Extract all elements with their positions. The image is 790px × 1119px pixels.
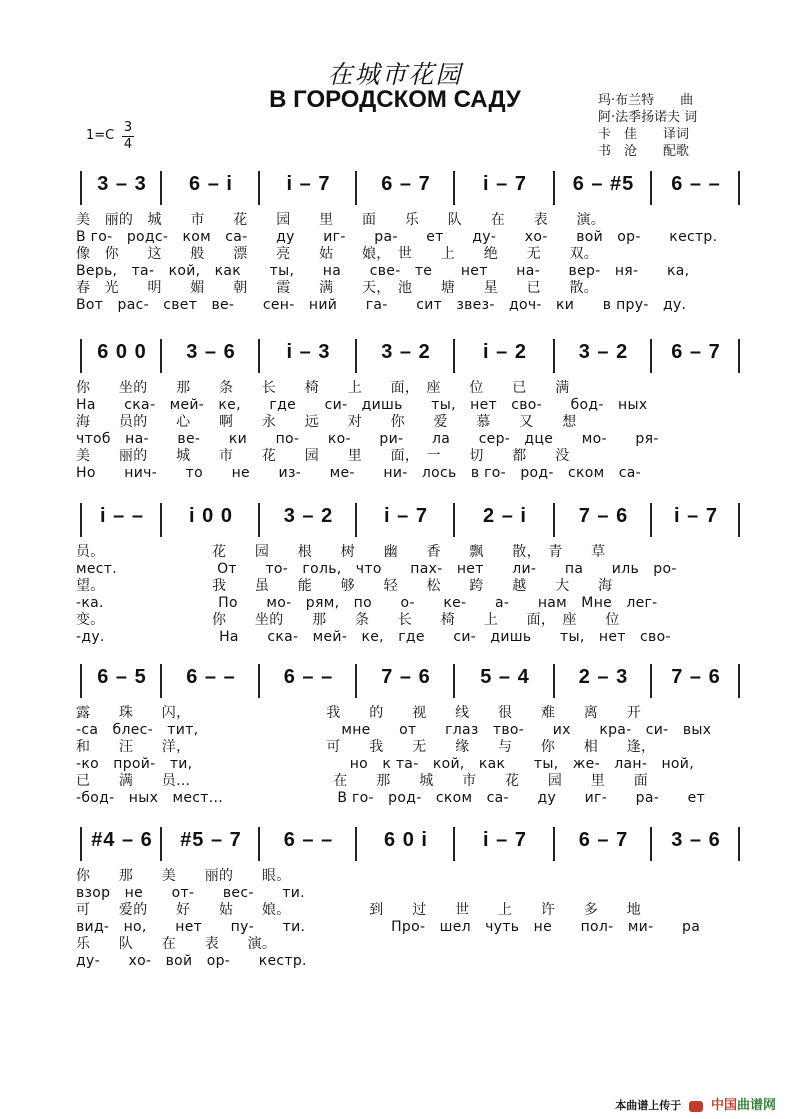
- measure: 3 – 2: [578, 341, 629, 363]
- lyric-line: чтоб на- ве- ки по- ко- ри- ла сер- дце мо- ря-: [76, 431, 659, 447]
- measure: 6 – –: [186, 666, 236, 688]
- measure: 6 0 i: [384, 829, 428, 851]
- footer-text: 本曲谱上传于: [615, 1099, 682, 1112]
- lyric-line: мест. От то- голь, что пах- нет ли- па иль ро-: [76, 561, 677, 577]
- barline: [453, 827, 455, 861]
- barline: [355, 503, 357, 537]
- barline: [160, 171, 162, 205]
- measure: 6 – –: [283, 829, 334, 851]
- barline: [355, 827, 357, 861]
- measure: 6 – 5: [97, 666, 147, 688]
- measure: 6 – –: [671, 173, 721, 195]
- lyric-line: 海 员的 心 啊 永 远 对 你 爱 慕 又 想: [76, 414, 577, 430]
- measure: i – 7: [483, 829, 527, 851]
- barline: [355, 171, 357, 205]
- barline: [258, 171, 260, 205]
- barline: [553, 503, 555, 537]
- barline: [650, 827, 652, 861]
- barline: [160, 339, 162, 373]
- measure: 3 – 6: [186, 341, 236, 363]
- title-russian: В ГОРОДСКОМ САДУ: [269, 86, 521, 113]
- measure: 6 0 0: [97, 341, 147, 363]
- measure: 5 – 4: [480, 666, 530, 688]
- barline: [553, 171, 555, 205]
- measure: i – –: [100, 505, 144, 527]
- measure: 7 – 6: [381, 666, 431, 688]
- lyric-line: ду- хо- вой ор- кестр.: [76, 953, 307, 969]
- site-logo-icon: [689, 1101, 703, 1112]
- credit-lyricist: 阿·法季扬诺夫 词: [598, 110, 698, 125]
- barline: [650, 339, 652, 373]
- key-signature: 1=C: [86, 128, 115, 143]
- title-chinese: 在城市花园: [327, 60, 463, 89]
- barline: [258, 664, 260, 698]
- barline: [80, 503, 82, 537]
- lyric-line: 可 爱的 好 姑 娘。 到 过 世 上 许 多 地: [76, 902, 641, 918]
- barline: [738, 339, 740, 373]
- measure: 6 – i: [189, 173, 233, 195]
- barline: [453, 503, 455, 537]
- credit-arranger: 书 沧 配歌: [598, 144, 690, 159]
- credit-composer: 玛·布兰特 曲: [598, 93, 694, 108]
- barline: [453, 339, 455, 373]
- measure: 7 – 6: [671, 666, 721, 688]
- barline: [453, 171, 455, 205]
- lyric-line: -ко прой- ти, но к та- кой, как ты, же- лан- ной,: [76, 756, 694, 772]
- barline: [160, 503, 162, 537]
- measure: #5 – 7: [180, 829, 242, 851]
- lyric-line: взор не от- вес- ти.: [76, 885, 305, 901]
- lyric-line: 乐 队 在 表 演。: [76, 936, 277, 952]
- lyric-line: -ка. По мо- рям, по о- ке- а- нам Мне лег-: [76, 595, 658, 611]
- lyric-line: -бод- ных мест... В го- род- ском са- ду иг- ра- ет: [76, 790, 706, 806]
- barline: [738, 664, 740, 698]
- barline: [553, 664, 555, 698]
- barline: [80, 827, 82, 861]
- measure: #4 – 6: [91, 829, 153, 851]
- measure: 3 – 2: [283, 505, 334, 527]
- lyric-line: В го- родс- ком са- ду иг- ра- ет ду- хо- вой ор- кестр.: [76, 229, 718, 245]
- lyric-line: -ду. На ска- мей- ке, где си- дишь ты, нет сво-: [76, 629, 671, 645]
- measure: 7 – 6: [578, 505, 629, 527]
- measure: 6 – 7: [578, 829, 629, 851]
- measure: i 0 0: [189, 505, 233, 527]
- barline: [650, 664, 652, 698]
- barline: [160, 827, 162, 861]
- lyric-line: На ска- мей- ке, где си- дишь ты, нет сво- бод- ных: [76, 397, 648, 413]
- time-bottom: 4: [123, 137, 133, 152]
- measure: i – 7: [384, 505, 428, 527]
- measure: i – 7: [286, 173, 331, 195]
- barline: [160, 664, 162, 698]
- measure: 6 – #5: [572, 173, 635, 195]
- lyric-line: 已 满 员… 在 那 城 市 花 园 里 面: [76, 773, 648, 789]
- barline: [738, 171, 740, 205]
- lyric-line: 露 珠 闪， 我 的 视 线 很 难 离 开: [76, 705, 641, 721]
- measure: 6 – 7: [671, 341, 721, 363]
- lyric-line: -са блес- тит, мне от глаз тво- их кра- си- вых: [76, 722, 712, 738]
- lyric-line: 望。 我 虽 能 够 轻 松 跨 越 大 海: [76, 578, 613, 594]
- measure: 3 – 3: [97, 173, 147, 195]
- barline: [258, 339, 260, 373]
- credits: [598, 92, 697, 160]
- barline: [650, 503, 652, 537]
- measure: 6 – 7: [381, 173, 431, 195]
- barline: [553, 339, 555, 373]
- lyric-line: Но нич- то не из- ме- ни- лось в го- род- ском са-: [76, 465, 642, 481]
- lyric-line: Верь, та- кой, как ты, на све- те нет на- вер- ня- ка,: [76, 263, 690, 279]
- lyric-line: 和 汪 洋， 可 我 无 缘 与 你 相 逢，: [76, 739, 656, 755]
- time-signature: [122, 120, 134, 153]
- site-logo-a: 中国: [710, 1098, 737, 1113]
- measure: 3 – 2: [381, 341, 431, 363]
- barline: [80, 664, 82, 698]
- time-top: 3: [123, 120, 133, 135]
- measure: i – 7: [674, 505, 718, 527]
- measure: i – 3: [286, 341, 331, 363]
- measure: 2 – i: [483, 505, 527, 527]
- lyric-line: 美 丽的 城 市 花 园 里 面 乐 队 在 表 演。: [76, 212, 606, 228]
- measure: 2 – 3: [578, 666, 629, 688]
- barline: [355, 664, 357, 698]
- credit-translator: 卡 佳 译词: [598, 127, 690, 142]
- measure: 6 – –: [283, 666, 334, 688]
- barline: [738, 827, 740, 861]
- lyric-line: 你 那 美 丽的 眼。: [76, 868, 291, 884]
- barline: [553, 827, 555, 861]
- site-logo-b: 曲谱网: [736, 1098, 776, 1113]
- measure: i – 7: [483, 173, 527, 195]
- barline: [355, 339, 357, 373]
- lyric-line: вид- но, нет пу- ти. Про- шел чуть не пол- ми- ра: [76, 919, 701, 935]
- barline: [258, 827, 260, 861]
- lyric-line: 像 你 这 般 漂 亮 姑 娘， 世 上 绝 无 双。: [76, 246, 599, 262]
- lyric-line: 美 丽的 城 市 花 园 里 面， 一 切 都 没: [76, 448, 570, 464]
- lyric-line: 员。 花 园 根 树 幽 香 飘 散， 青 草: [76, 544, 606, 560]
- barline: [80, 339, 82, 373]
- site-logo[interactable]: [711, 1098, 776, 1113]
- measure: i – 2: [483, 341, 527, 363]
- lyric-line: 春 光 明 媚 朝 霞 满 天， 池 塘 星 已 散。: [76, 280, 599, 296]
- barline: [650, 171, 652, 205]
- barline: [738, 503, 740, 537]
- barline: [258, 503, 260, 537]
- lyric-line: Вот рас- свет ве- сен- ний га- сит звез- доч- ки в пру- ду.: [76, 297, 687, 313]
- footer: [0, 1094, 790, 1113]
- barline: [80, 171, 82, 205]
- lyric-line: 变。 你 坐的 那 条 长 椅 上 面， 座 位: [76, 612, 620, 628]
- measure: 3 – 6: [671, 829, 721, 851]
- barline: [453, 664, 455, 698]
- lyric-line: 你 坐的 那 条 长 椅 上 面， 座 位 已 满: [76, 380, 570, 396]
